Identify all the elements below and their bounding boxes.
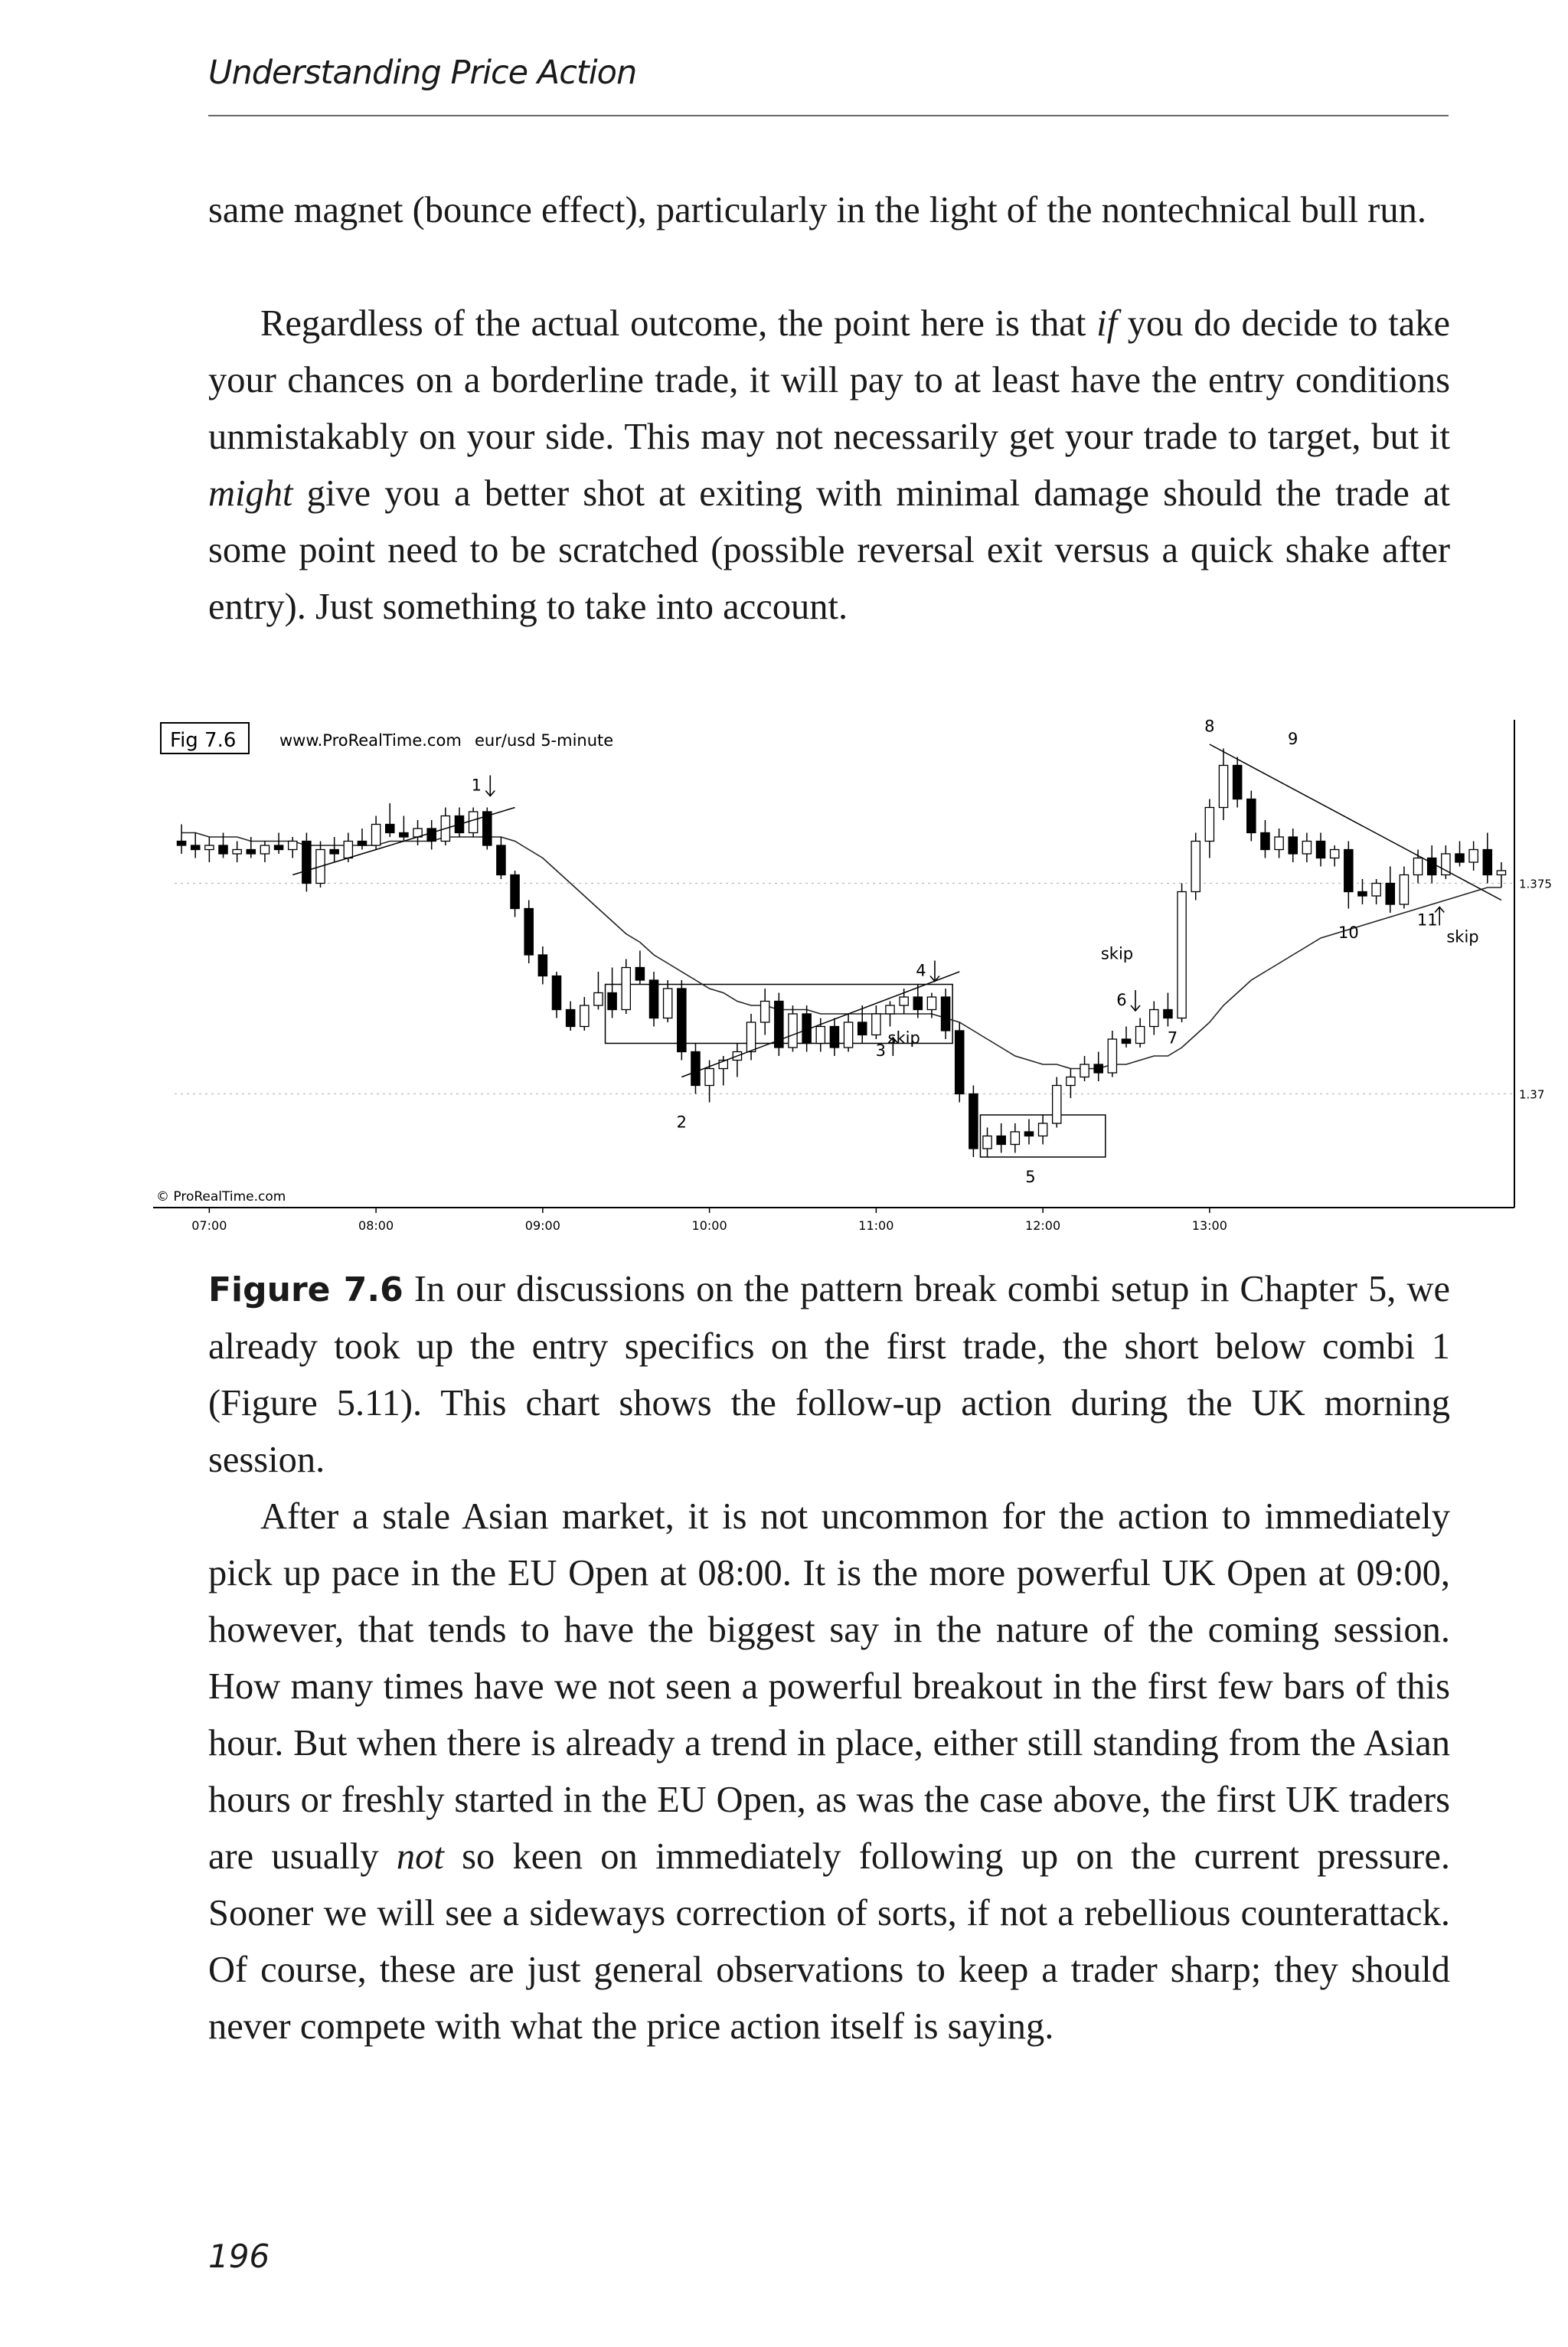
fig-tag-label: Fig 7.6 — [170, 729, 237, 752]
candle-bear — [913, 997, 922, 1010]
candle-bull — [260, 845, 269, 854]
candle-bull — [746, 1022, 755, 1052]
annotation-label: 10 — [1338, 923, 1359, 942]
moving-average-line — [181, 833, 1501, 1069]
x-tick-label: 13:00 — [1191, 1218, 1227, 1233]
paragraph-3 — [208, 1489, 1450, 2055]
page-number: 196 — [208, 2237, 270, 2275]
candle-bear — [1122, 1039, 1130, 1044]
candle-bull — [469, 812, 478, 833]
candle-bull — [1191, 842, 1200, 892]
candle-bear — [1455, 854, 1464, 862]
candle-bull — [1331, 850, 1339, 858]
emphasis-if: if — [1096, 303, 1118, 344]
paragraph-2 — [208, 296, 1450, 636]
paragraph-2-text-a: Regardless of the actual outcome, the point here is that — [260, 303, 1097, 344]
candle-bear — [997, 1136, 1005, 1145]
candle-bear — [1164, 1010, 1172, 1018]
gridlines — [175, 884, 1514, 1094]
candle-bull — [344, 842, 352, 858]
candle-bull — [816, 1027, 825, 1044]
y-axis-ticks — [1519, 878, 1552, 1102]
x-axis-ticks — [191, 1208, 1227, 1233]
candle-bear — [1428, 858, 1436, 875]
y-tick-label: 1.37 — [1519, 1087, 1545, 1102]
candles — [177, 749, 1505, 1158]
candlestick-chart — [153, 712, 1568, 1233]
candle-bear — [678, 989, 686, 1052]
candle-bear — [830, 1027, 838, 1048]
candle-bull — [1219, 766, 1227, 808]
candle-bull — [886, 1005, 894, 1014]
annotation-label: skip — [1446, 927, 1479, 946]
candle-bear — [1289, 837, 1297, 854]
candle-bear — [400, 833, 408, 838]
candle-bull — [1302, 842, 1311, 855]
candle-bull — [1205, 808, 1214, 842]
candle-bull — [1413, 858, 1422, 875]
candle-bear — [858, 1022, 867, 1035]
figure-caption-text: In our discussions on the pattern break combi setup in Chapter 5, we already took up the entry specifics on the first trade, the short below combi 1 (Figure 5.11). This chart shows the follow-up action during the UK morning session. — [208, 1269, 1451, 1480]
candle-bear — [1358, 892, 1367, 897]
paragraph-1-text: same magnet (bounce effect), particularly in the light of the nontechnical bull run. — [208, 190, 1426, 230]
candle-bull — [789, 1014, 797, 1048]
candle-bear — [191, 845, 200, 850]
candle-bull — [1053, 1086, 1061, 1124]
paragraph-2-text-c: give you a better shot at exiting with minimal damage should the trade at some point need to be scratched (possible reversal exit versus a quick shake after entry). Just something to take into account. — [208, 473, 1450, 627]
x-tick-label: 09:00 — [524, 1218, 560, 1233]
x-tick-label: 12:00 — [1025, 1218, 1061, 1233]
x-tick-label: 10:00 — [691, 1218, 727, 1233]
candle-bear — [649, 980, 658, 1018]
candle-bull — [233, 850, 241, 855]
candle-bear — [1233, 766, 1242, 799]
annotation-label: 3 — [875, 1041, 887, 1060]
figure-label: Figure 7.6 — [208, 1270, 403, 1309]
candle-bear — [427, 829, 436, 842]
annotation-label: skip — [887, 1028, 920, 1048]
candle-bull — [1497, 871, 1505, 875]
candle-bear — [497, 845, 505, 875]
candle-bear — [691, 1052, 700, 1086]
emphasis-not: not — [396, 1836, 444, 1877]
candle-bull — [1372, 884, 1380, 897]
candle-bear — [1024, 1132, 1033, 1136]
candle-bear — [1261, 833, 1269, 850]
annotation-label: skip — [1100, 944, 1134, 963]
y-tick-label: 1.375 — [1519, 877, 1552, 891]
candle-bear — [511, 875, 519, 909]
paragraph-continued — [208, 182, 1450, 239]
candle-bull — [1275, 837, 1283, 850]
candle-bull — [594, 993, 603, 1006]
paragraph-2-text-b: you do decide to take your chances on a borderline trade, it will pay to at least have the entry conditions unmistakably on your side. This may not necessarily get your trade to target, but it — [208, 303, 1451, 457]
candle-bear — [302, 842, 311, 884]
paragraph-3-text-b: so keen on immediately following up on the current pressure. Sooner we will see a sideways correction of sorts, if not a rebellious counterattack. Of course, these are just general observations to keep a trader sharp; they should never compete with what the price action itself is saying. — [208, 1836, 1450, 2047]
candle-bear — [1247, 799, 1256, 833]
candle-bear — [941, 997, 949, 1031]
chart-copyright: © ProRealTime.com — [156, 1189, 286, 1205]
candle-bear — [386, 825, 394, 833]
annotation-label: 8 — [1204, 717, 1215, 736]
candle-bull — [872, 1014, 880, 1035]
candle-bear — [219, 845, 227, 854]
candle-bear — [247, 850, 255, 855]
x-tick-label: 11:00 — [858, 1218, 894, 1233]
candle-bear — [956, 1031, 964, 1094]
moving-average-path — [181, 833, 1501, 1069]
candle-bull — [705, 1069, 714, 1086]
candle-bear — [1094, 1064, 1102, 1073]
candle-bear — [1386, 884, 1394, 905]
candle-bear — [552, 976, 560, 1010]
running-header: Understanding Price Action — [208, 54, 637, 92]
candle-bear — [330, 850, 338, 855]
candle-bull — [1178, 892, 1186, 1018]
candle-bull — [580, 1005, 589, 1027]
candle-bull — [1400, 875, 1408, 905]
candle-bear — [1344, 850, 1353, 892]
candle-bull — [664, 989, 672, 1018]
candle-bull — [844, 1022, 852, 1048]
trendline-combi-4 — [681, 972, 959, 1077]
candle-bull — [1136, 1027, 1145, 1044]
candle-bull — [900, 997, 908, 1005]
candle-bull — [1108, 1039, 1116, 1073]
annotation-label: 11 — [1416, 910, 1438, 930]
header-rule — [208, 115, 1449, 116]
candle-bull — [1080, 1064, 1089, 1077]
chart-instrument: eur/usd 5-minute — [475, 731, 614, 750]
candle-bull — [1038, 1123, 1047, 1136]
candle-bear — [274, 845, 283, 850]
annotation-label: 1 — [471, 776, 482, 795]
x-tick-label: 08:00 — [358, 1218, 394, 1233]
candle-bull — [371, 825, 380, 846]
candle-bear — [1316, 842, 1325, 858]
candle-bull — [761, 1002, 769, 1023]
candle-bear — [608, 993, 616, 1010]
chart-source: www.ProRealTime.com — [279, 731, 462, 750]
candle-bear — [969, 1094, 978, 1149]
annotation-label: 2 — [676, 1113, 688, 1132]
candle-bear — [538, 955, 547, 976]
annotation-label: 4 — [916, 961, 926, 980]
candle-bull — [1469, 850, 1478, 863]
candle-bear — [524, 909, 533, 956]
candle-bull — [205, 845, 214, 850]
figure-caption — [208, 1261, 1450, 1489]
candle-bear — [635, 968, 644, 981]
candle-bear — [1483, 850, 1491, 875]
candle-bull — [927, 997, 936, 1010]
candle-bull — [622, 968, 630, 1010]
candle-bear — [567, 1010, 575, 1027]
candle-bull — [983, 1136, 991, 1149]
candle-bull — [1011, 1132, 1019, 1145]
annotation-label: 6 — [1116, 991, 1127, 1009]
candle-bull — [289, 842, 297, 850]
annotation-label: 7 — [1167, 1028, 1178, 1048]
candle-bull — [1067, 1077, 1075, 1086]
candle-bear — [358, 842, 366, 846]
annotation-label: 9 — [1288, 730, 1298, 748]
paragraph-3-text-a: After a stale Asian market, it is not uncommon for the action to immediately pick up pace in the EU Open at 08:00. It is the more powerful UK Open at 09:00, however, that tends to have the biggest say in the nature of the coming session. How many times have we not seen a powerful breakout in the first few bars of this hour. But when there is already a trend in place, either still standing from the Asian hours or freshly started in the EU Open, as was the case above, the first UK traders are usually — [208, 1496, 1450, 1877]
candle-bull — [1150, 1010, 1158, 1027]
candle-bear — [177, 842, 185, 846]
emphasis-might: might — [208, 473, 293, 514]
x-tick-label: 07:00 — [191, 1218, 227, 1233]
annotation-label: 5 — [1025, 1168, 1036, 1186]
